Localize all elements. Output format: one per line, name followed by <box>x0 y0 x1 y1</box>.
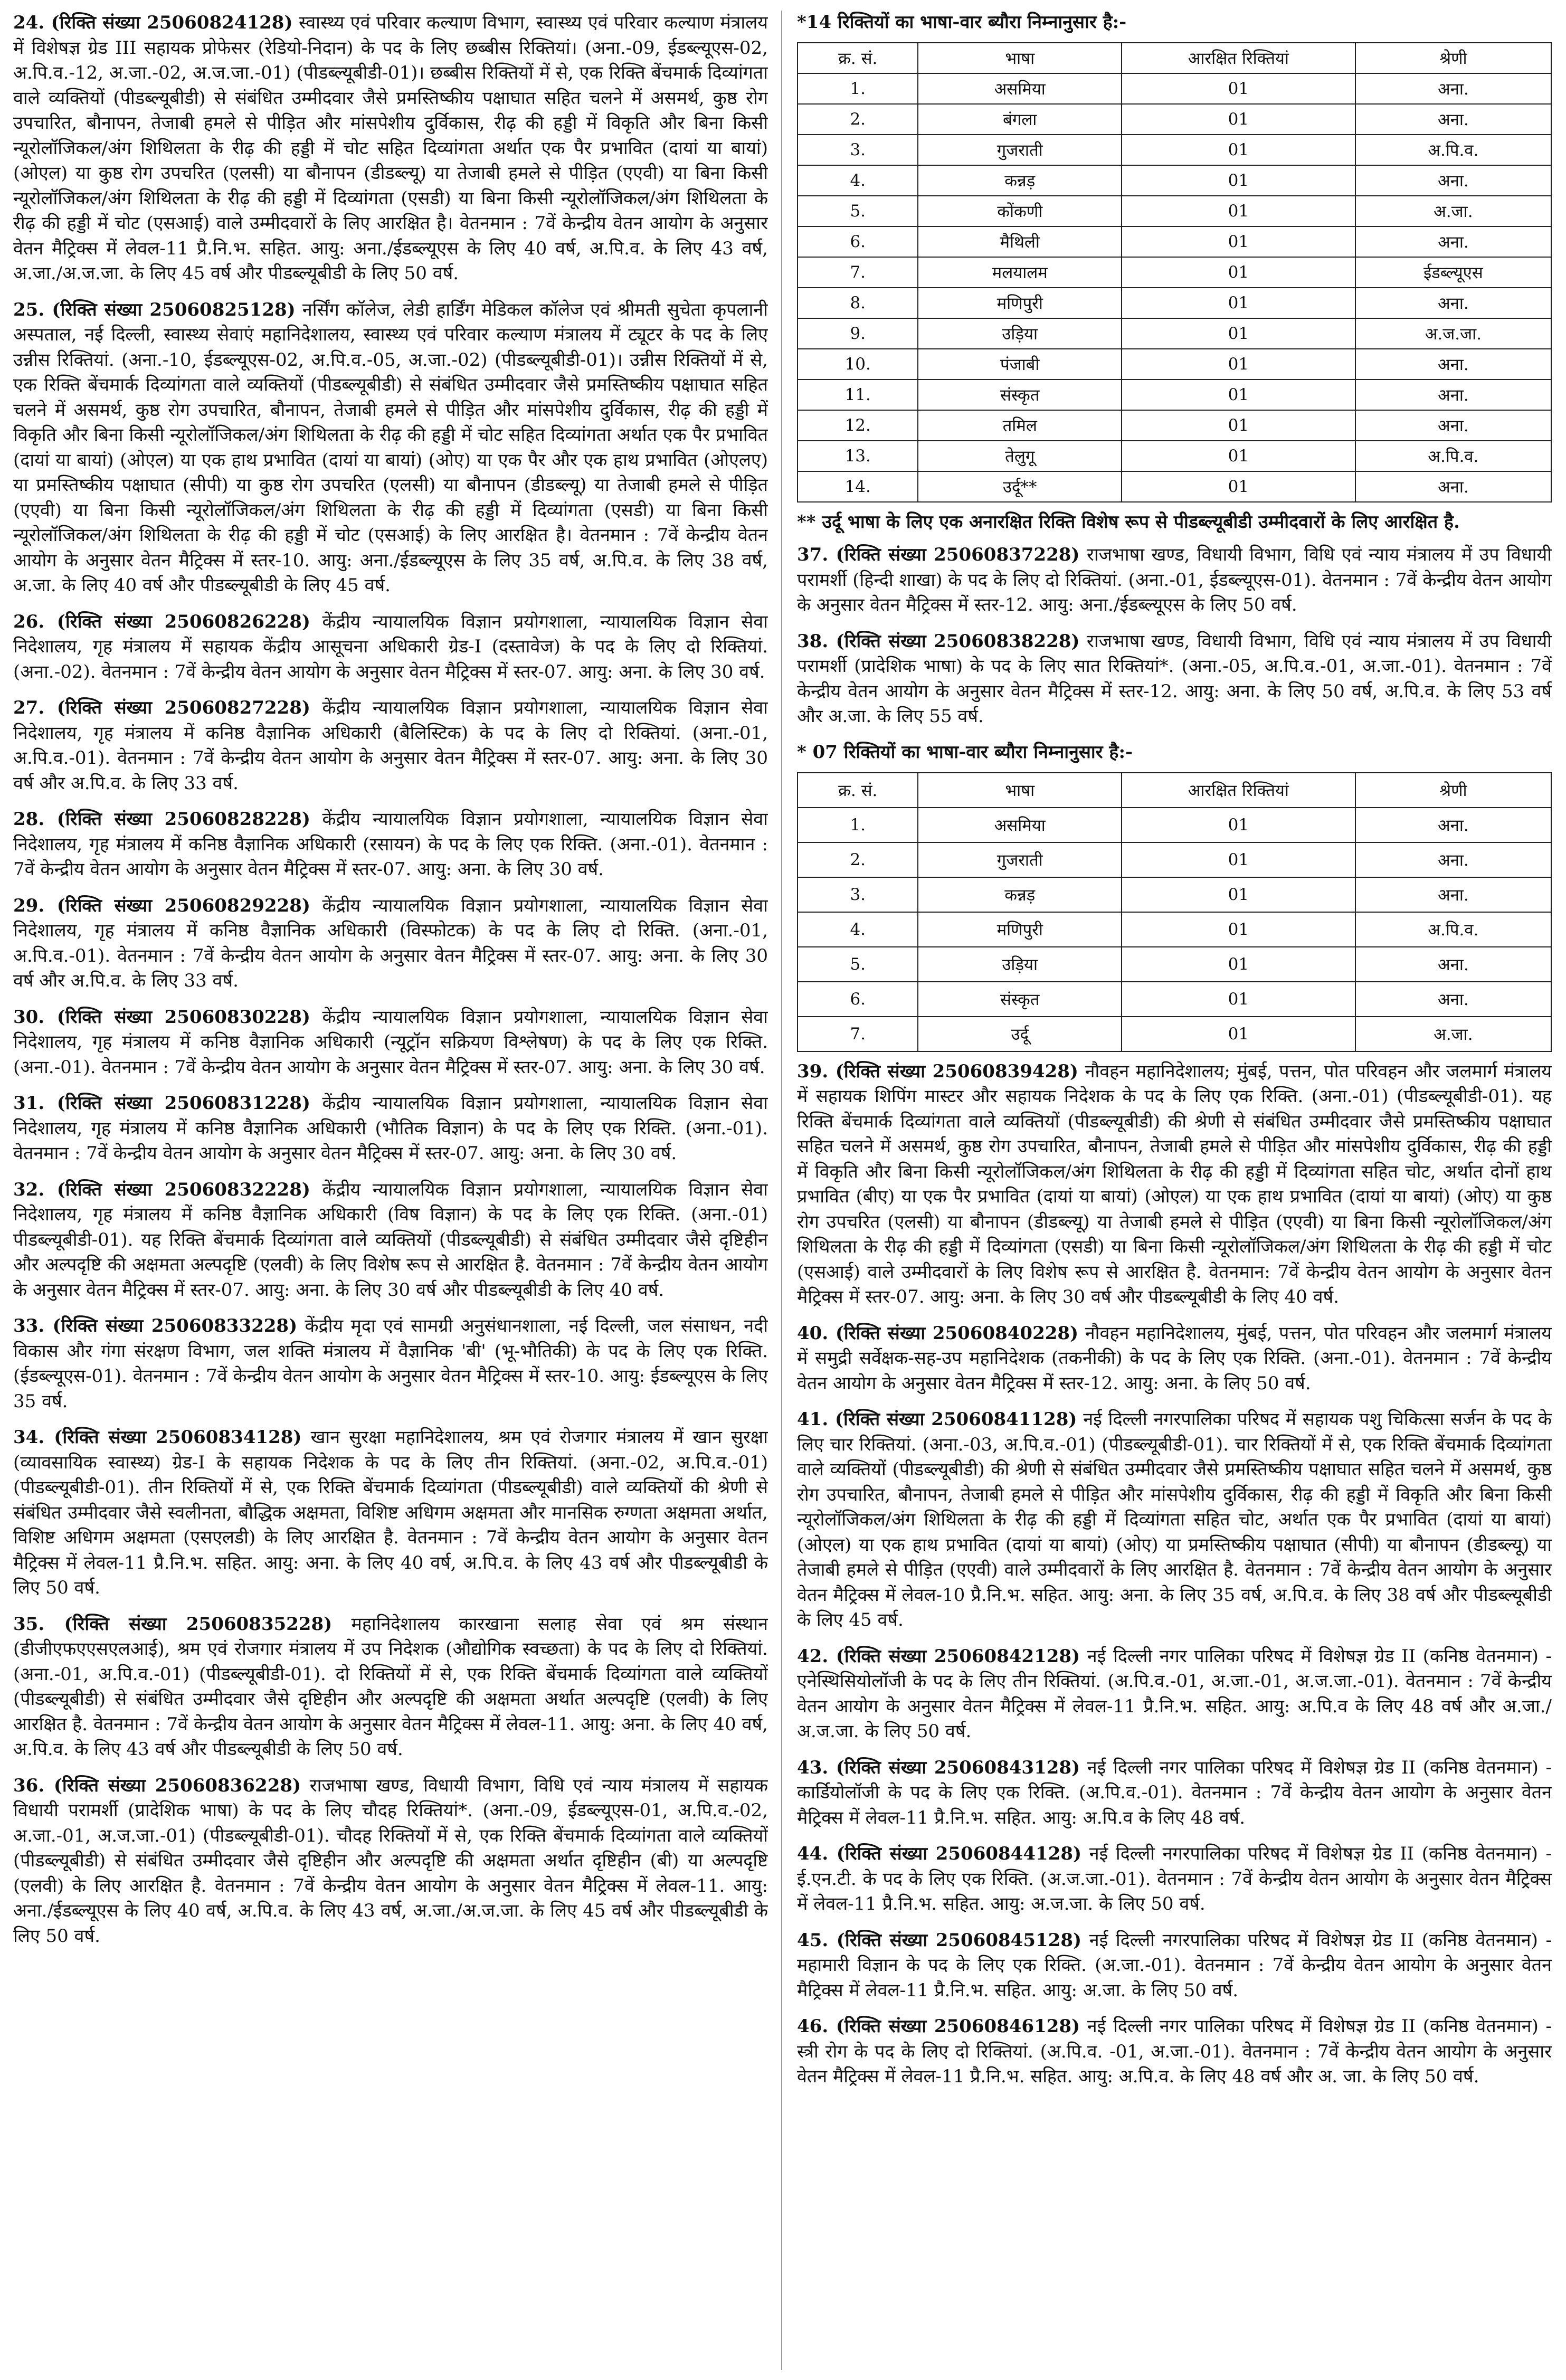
column-divider <box>781 11 782 2370</box>
header-category: श्रेणी <box>1355 43 1551 73</box>
cell-language: उड़िया <box>918 318 1122 349</box>
cell-category: अना. <box>1355 410 1551 441</box>
table-row <box>798 441 1551 471</box>
vacancy-number: 25. (रिक्ति संख्या 25060825128) <box>13 299 296 320</box>
table1-heading: *14 रिक्तियों का भाषा-वार ब्यौरा निम्नानुसार है:- <box>797 12 1127 33</box>
vacancy-number: 30. (रिक्ति संख्या 25060830228) <box>13 1006 310 1028</box>
vacancy-text: केंद्रीय न्यायालयिक विज्ञान प्रयोगशाला, न्यायालयिक विज्ञान सेवा निदेशालय, गृह मंत्रालय में कनिष्ठ वैज्ञानिक अधिकारी (विष विज्ञान) के पद के लिए एक रिक्ति. (अना.-01) पीडब्ल्यूबीडी-01). यह रिक्ति बेंचमार्क दिव्यांगता वाले व्यक्तियों (पीडब्ल्यूबीडी) से संबंधित उम्मीदवार जैसे दृष्टिहीन और अल्पदृष्टि की अक्षमता अल्पदृष्टि (एलवी) के लिए विशेष रूप से आरक्षित है. वेतनमान : 7वें केन्द्रीय वेतन आयोग के अनुसार वेतन मैट्रिक्स में स्तर-07. आयु: अना. के लिए 30 वर्ष और पीडब्ल्यूबीडी के लिए 40 वर्ष. <box>13 1179 768 1301</box>
vacancy-number: 39. (रिक्ति संख्या 25060839428) <box>797 1060 1078 1082</box>
cell-category: अना. <box>1355 842 1551 877</box>
cell-category: ईडब्ल्यूएस <box>1355 257 1551 288</box>
vacancy-text: नर्सिंग कॉलेज, लेडी हार्डिंग मेडिकल कॉलेज एवं श्रीमती सुचेता कृपलानी अस्पताल, नई दिल्ली, स्वास्थ्य सेवाएं महानिदेशालय, स्वास्थ्य एवं परिवार कल्याण मंत्रालय में ट्यूटर के पद के लिए उन्नीस रिक्तियां. (अना.-10, ईडब्ल्यूएस-02, अ.पि.व.-05, अ.जा.-02) (पीडब्ल्यूबीडी-01)। उन्नीस रिक्तियों में से, एक रिक्ति बेंचमार्क दिव्यांगता वाले व्यक्तियों (पीडब्ल्यूबीडी) से संबंधित उम्मीदवार जैसे प्रमस्तिष्कीय पक्षाघात सहित चलने में असमर्थ, कुष्ठ रोग उपचारित, बौनापन, तेजाबी हमले से पीड़ित और मांसपेशीय दुर्विकास, रीढ़ की हड्डी में विकृति और बिना किसी न्यूरोलॉजिकल/अंग शिथिलता के रीढ़ की हड्डी में चोट सहित दिव्यांगता अर्थात एक पैर प्रभावित (दायां या बायां) (ओएल) या एक हाथ प्रभावित (दायां या बायां) (ओए) या एक पैर और एक हाथ प्रभावित (ओएलए) या प्रमस्तिष्कीय पक्षाघात (सीपी) या कुष्ठ रोग उपचरित (एलसी) या बौनापन (डीडब्ल्यू) या तेजाबी हमले से पीड़ित (एएवी) या बिना किसी न्यूरोलॉजिकल/अंग शिथिलता के रीढ़ की हड्डी में दिव्यांगता (एसडी) या बिना किसी न्यूरोलॉजिकल/अंग शिथिलता के रीढ़ की हड्डी में चोट (एसआई) के लिए आरक्षित है। वेतनमान : 7वें केन्द्रीय वेतन आयोग के अनुसार वेतन मैट्रिक्स में स्तर-10. आयु: अना./ईडब्ल्यूएस के लिए 35 वर्ष, अ.पि.व. के लिए 38 वर्ष, अ.जा. के लिए 40 वर्ष और पीडब्ल्यूबीडी के लिए 45 वर्ष. <box>13 299 768 596</box>
cell-category: अना. <box>1355 808 1551 842</box>
cell-language: मणिपुरी <box>918 912 1122 947</box>
cell-category: अ.पि.व. <box>1355 135 1551 165</box>
cell-serial: 5. <box>798 196 918 226</box>
table-row <box>798 135 1551 165</box>
table-row <box>798 257 1551 288</box>
vacancy-number: 35. (रिक्ति संख्या 25060835228) <box>13 1613 333 1635</box>
vacancy-number: 33. (रिक्ति संख्या 25060833228) <box>13 1315 298 1336</box>
cell-category: अना. <box>1355 73 1551 104</box>
vacancy-paragraph <box>797 2014 1552 2090</box>
cell-language: पंजाबी <box>918 349 1122 380</box>
vacancy-number: 37. (रिक्ति संख्या 25060837228) <box>797 544 1080 565</box>
left-column <box>13 11 768 2370</box>
vacancy-text: नई दिल्ली नगरपालिका परिषद में विशेषज्ञ ग्रेड II (कनिष्ठ वेतनमान) - महामारी विज्ञान के पद के लिए एक रिक्ति. (अ.जा.-01). वेतनमान : 7वें केन्द्रीय वेतन आयोग के अनुसार वेतन मैट्रिक्स में लेवल-11 प्रै.नि.भ. सहित. आयु: अ.जा. के लिए 50 वर्ष. <box>797 1929 1552 2001</box>
cell-reserved: 01 <box>1122 947 1355 982</box>
table-row <box>798 842 1551 877</box>
cell-language: तमिल <box>918 410 1122 441</box>
cell-serial: 4. <box>798 165 918 196</box>
cell-serial: 6. <box>798 226 918 257</box>
table-row <box>798 410 1551 441</box>
cell-serial: 11. <box>798 380 918 410</box>
cell-reserved: 01 <box>1122 257 1355 288</box>
table-row <box>798 380 1551 410</box>
vacancy-paragraph <box>797 1321 1552 1397</box>
cell-reserved: 01 <box>1122 441 1355 471</box>
cell-language: तेलुगू <box>918 441 1122 471</box>
cell-reserved: 01 <box>1122 104 1355 135</box>
cell-language: असमिया <box>918 808 1122 842</box>
vacancy-text: स्वास्थ्य एवं परिवार कल्याण विभाग, स्वास्थ्य एवं परिवार कल्याण मंत्रालय में विशेषज्ञ ग्रेड III सहायक प्रोफेसर (रेडियो-निदान) के पद के लिए छब्बीस रिक्तियां। (अना.-09, ईडब्ल्यूएस-02, अ.पि.व.-12, अ.जा.-02, अ.ज.जा.-01) (पीडब्ल्यूबीडी-01)। छब्बीस रिक्तियों में से, एक रिक्ति बेंचमार्क दिव्यांगता वाले व्यक्तियों (पीडब्ल्यूबीडी) से संबंधित उम्मीदवार जैसे प्रमस्तिष्कीय पक्षाघात सहित चलने में असमर्थ, कुष्ठ रोग उपचारित, बौनापन, तेजाबी हमले से पीड़ित और मांसपेशीय दुर्विकास, रीढ़ की हड्डी में विकृति और बिना किसी न्यूरोलॉजिकल/अंग शिथिलता के रीढ़ की हड्डी में चोट सहित दिव्यांगता अर्थात एक पैर प्रभावित (दायां या बायां) (ओएल) या कुष्ठ रोग उपचरित (एलसी) या बौनापन (डीडब्ल्यू) या तेजाबी हमले से पीड़ित (एएवी) या बिना किसी न्यूरोलॉजिकल/अंग शिथिलता के रीढ़ की हड्डी में दिव्यांगता (एसडी) या बिना किसी न्यूरोलॉजिकल/अंग शिथिलता के रीढ़ की हड्डी में चोट (एसआई) वाले उम्मीदवारों के लिए आरक्षित है। वेतनमान : 7वें केन्द्रीय वेतन आयोग के अनुसार वेतन मैट्रिक्स में लेवल-11 प्रै.नि.भ. सहित. आयु: अना./ईडब्ल्यूएस के लिए 40 वर्ष, अ.पि.व. के लिए 43 वर्ष, अ.जा./अ.ज.जा. के लिए 45 वर्ष और पीडब्ल्यूबीडी के लिए 50 वर्ष. <box>13 12 768 284</box>
right-column <box>797 11 1552 2370</box>
vacancy-paragraph <box>797 1756 1552 1831</box>
table-row <box>798 877 1551 912</box>
vacancy-text: महानिदेशालय कारखाना सलाह सेवा एवं श्रम संस्थान (डीजीएफएएसएलआई), श्रम एवं रोजगार मंत्रालय में उप निदेशक (औद्योगिक स्वच्छता) के पद के लिए दो रिक्तियां. (अना.-01, अ.पि.व.-01) (पीडब्ल्यूबीडी-01). दो रिक्तियों में से, एक रिक्ति बेंचमार्क दिव्यांगता वाले व्यक्तियों (पीडब्ल्यूबीडी) से संबंधित उम्मीदवार जैसे दृष्टिहीन और अल्पदृष्टि की अक्षमता अर्थात अल्पदृष्टि (एलवी) के लिए आरक्षित है. वेतनमान : 7वें केन्द्रीय वेतन आयोग के अनुसार वेतन मैट्रिक्स में लेवल-11. आयु: अना. के लिए 40 वर्ष, अ.पि.व. के लिए 43 वर्ष और पीडब्ल्यूबीडी के लिए 50 वर्ष. <box>13 1613 768 1760</box>
cell-serial: 3. <box>798 135 918 165</box>
vacancy-text: नौवहन महानिदेशालय; मुंबई, पत्तन, पोत परिवहन और जलमार्ग मंत्रालय में सहायक शिपिंग मास्टर और सहायक निदेशक के पद के लिए एक रिक्ति. (अना.-01) (पीडब्ल्यूबीडी-01). यह रिक्ति बेंचमार्क दिव्यांगता वाले व्यक्तियों (पीडब्ल्यूबीडी) की श्रेणी से संबंधित उम्मीदवार जैसे प्रमस्तिष्कीय पक्षाघात सहित चलने में असमर्थ, कुष्ठ रोग उपचारित, बौनापन, तेजाबी हमले से पीड़ित और मांसपेशीय दुर्विकास, रीढ़ की हड्डी में विकृति और बिना किसी न्यूरोलॉजिकल/अंग शिथिलता के रीढ़ की हड्डी में दिव्यांगता सहित चोट, अर्थात दोनों हाथ प्रभावित (बीए) या एक पैर प्रभावित (दायां या बायां) (ओएल) या एक हाथ प्रभावित (दायां या बायां) (ओए) या कुष्ठ रोग उपचरित (एलसी) या बौनापन (डीडब्ल्यू) या तेजाबी हमले से पीड़ित (एएवी) या बिना किसी न्यूरोलॉजिकल/अंग शिथिलता के रीढ़ की हड्डी में दिव्यांगता (एसडी) या बिना किसी न्यूरोलॉजिकल/अंग शिथिलता के रीढ़ की हड्डी में चोट (एसआई) वाले उम्मीदवारों के लिए विशेष रूप से आरक्षित है. वेतनमान: 7वें केन्द्रीय वेतन आयोग के अनुसार वेतन मैट्रिक्स में स्तर-07. आयु: अना. के लिए 30 वर्ष और पीडब्ल्यूबीडी के लिए 40 वर्ष. <box>797 1060 1552 1307</box>
vacancy-text: नई दिल्ली नगर पालिका परिषद में विशेषज्ञ ग्रेड II (कनिष्ठ वेतनमान) - स्त्री रोग के पद के लिए दो रिक्तियां. (अ.पि.व. -01, अ.जा.-01). वेतनमान : 7वें केन्द्रीय वेतन आयोग के अनुसार वेतन मैट्रिक्स में लेवल-11 प्रै.नि.भ. सहित. आयु: अ.पि.व. के लिए 48 वर्ष और अ. जा. के लिए 50 वर्ष. <box>797 2016 1552 2087</box>
vacancy-paragraph <box>797 1644 1552 1744</box>
vacancy-number: 31. (रिक्ति संख्या 25060831228) <box>13 1093 310 1114</box>
cell-category: अ.जा. <box>1355 196 1551 226</box>
table-row <box>798 947 1551 982</box>
cell-category: अना. <box>1355 947 1551 982</box>
cell-reserved: 01 <box>1122 982 1355 1017</box>
table-row <box>798 982 1551 1017</box>
cell-reserved: 01 <box>1122 471 1355 502</box>
cell-serial: 14. <box>798 471 918 502</box>
vacancy-text: केंद्रीय मृदा एवं सामग्री अनुसंधानशाला, नई दिल्ली, जल संसाधन, नदी विकास और गंगा संरक्षण विभाग, जल शक्ति मंत्रालय में वैज्ञानिक 'बी' (भू-भौतिकी) के पद के लिए एक रिक्ति. (ईडब्ल्यूएस-01). वेतनमान : 7वें केन्द्रीय वेतन आयोग के अनुसार वेतन मैट्रिक्स में स्तर-10. आयु: ईडब्ल्यूएस के लिए 35 वर्ष. <box>13 1315 768 1412</box>
cell-reserved: 01 <box>1122 165 1355 196</box>
vacancy-number: 45. (रिक्ति संख्या 25060845128) <box>797 1929 1082 1951</box>
cell-serial: 6. <box>798 982 918 1017</box>
vacancy-text: राजभाषा खण्ड, विधायी विभाग, विधि एवं न्याय मंत्रालय में सहायक विधायी परामर्शी (प्रादेशिक भाषा) के पद के लिए चौदह रिक्तियां*. (अना.-09, ईडब्ल्यूएस-01, अ.पि.व.-02, अ.जा.-01, अ.ज.जा.-01) (पीडब्ल्यूबीडी-01). चौदह रिक्तियों में से, एक रिक्ति बेंचमार्क दिव्यांगता वाले व्यक्तियों (पीडब्ल्यूबीडी) से संबंधित उम्मीदवार जैसे दृष्टिहीन और अल्पदृष्टि की अक्षमता अर्थात दृष्टिहीन (बी) या अल्पदृष्टि (एलवी) के लिए आरक्षित है. वेतनमान : 7वें केन्द्रीय वेतन आयोग के अनुसार वेतन मैट्रिक्स में लेवल-11. आयु: अना./ईडब्ल्यूएस के लिए 40 वर्ष, अ.पि.व. के लिए 43 वर्ष, अ.जा./अ.ज.जा. के लिए 45 वर्ष और पीडब्ल्यूबीडी के लिए 50 वर्ष. <box>13 1775 768 1947</box>
cell-reserved: 01 <box>1122 877 1355 912</box>
table-row <box>798 104 1551 135</box>
vacancy-paragraph <box>13 807 768 883</box>
cell-category: अना. <box>1355 380 1551 410</box>
cell-language: उर्दू** <box>918 471 1122 502</box>
header-serial: क्र. सं. <box>798 43 918 73</box>
table-row <box>798 196 1551 226</box>
cell-serial: 12. <box>798 410 918 441</box>
cell-category: अ.पि.व. <box>1355 912 1551 947</box>
language-table-14 <box>797 42 1552 502</box>
cell-serial: 13. <box>798 441 918 471</box>
vacancy-text: केंद्रीय न्यायालयिक विज्ञान प्रयोगशाला, न्यायालयिक विज्ञान सेवा निदेशालय, गृह मंत्रालय में कनिष्ठ वैज्ञानिक अधिकारी (विस्फोटक) के पद के लिए दो रिक्ति. (अना.-01, अ.पि.व.-01). वेतनमान : 7वें केन्द्रीय वेतन आयोग के अनुसार वेतन मैट्रिक्स में स्तर-07. आयु: अना. के लिए 30 वर्ष और अ.पि.व. के लिए 33 वर्ष. <box>13 895 768 991</box>
table-row <box>798 912 1551 947</box>
vacancy-text: नई दिल्ली नगरपालिका परिषद में सहायक पशु चिकित्सा सर्जन के पद के लिए चार रिक्तियां. (अना.-03, अ.पि.व.-01) (पीडब्ल्यूबीडी-01). चार रिक्तियों में से, एक रिक्ति बेंचमार्क दिव्यांगता वाले व्यक्तियों (पीडब्ल्यूबीडी) की श्रेणी से संबंधित उम्मीदवार जैसे प्रमस्तिष्कीय पक्षाघात सहित चलने में असमर्थ, कुष्ठ रोग उपचारित, बौनापन, तेजाबी हमले से पीड़ित और मांसपेशीय दुर्विकास, रीढ़ की हड्डी में विकृति और बिना किसी न्यूरोलॉजिकल/अंग शिथिलता के रीढ़ की हड्डी में दिव्यांगता सहित चोट, अर्थात एक पैर प्रभावित (दायां या बायां) (ओएल) या एक हाथ प्रभावित (दायां या बायां) (ओए) या प्रमस्तिष्कीय पक्षाघात (सीपी) या बौनापन (डीडब्ल्यू) या तेजाबी हमले से पीड़ित (एएवी) वाले उम्मीदवारों के लिए आरक्षित है. वेतनमान : 7वें केन्द्रीय वेतन आयोग के अनुसार वेतन मैट्रिक्स में लेवल-10 प्रै.नि.भ. सहित. आयु: अना. के लिए 35 वर्ष, अ.पि.व. के लिए 38 वर्ष और पीडब्ल्यूबीडी के लिए 45 वर्ष. <box>797 1409 1552 1630</box>
vacancy-number: 29. (रिक्ति संख्या 25060829228) <box>13 895 310 916</box>
vacancy-text: राजभाषा खण्ड, विधायी विभाग, विधि एवं न्याय मंत्रालय में उप विधायी परामर्शी (हिन्दी शाखा) के पद के लिए दो रिक्तियां. (अना.-01, ईडब्ल्यूएस-01). वेतनमान : 7वें केन्द्रीय वेतन आयोग के अनुसार वेतन मैट्रिक्स में स्तर-12. आयु: अना./ईडब्ल्यूएस के लिए 50 वर्ष. <box>797 544 1552 615</box>
vacancy-text: केंद्रीय न्यायालयिक विज्ञान प्रयोगशाला, न्यायालयिक विज्ञान सेवा निदेशालय, गृह मंत्रालय में कनिष्ठ वैज्ञानिक अधिकारी (न्यूट्रॉन सक्रियण विश्लेषण) के पद के लिए एक रिक्ति. (अना.-01). वेतनमान : 7वें केन्द्रीय वेतन आयोग के अनुसार वेतन मैट्रिक्स में स्तर-07. आयु: अना. के लिए 30 वर्ष. <box>13 1006 768 1078</box>
cell-reserved: 01 <box>1122 380 1355 410</box>
cell-category: अना. <box>1355 288 1551 318</box>
vacancy-paragraph <box>797 1928 1552 2004</box>
cell-serial: 4. <box>798 912 918 947</box>
vacancy-text: नौवहन महानिदेशालय, मुंबई, पत्तन, पोत परिवहन और जलमार्ग मंत्रालय में समुद्री सर्वेक्षक-सह-उप महानिदेशक (तकनीकी) के पद के लिए एक रिक्ति. (अना.-01). वेतनमान : 7वें केन्द्रीय वेतन आयोग के अनुसार वेतन मैट्रिक्स में स्तर-12. आयु: अना. के लिए 50 वर्ष. <box>797 1322 1552 1394</box>
vacancy-text: नई दिल्ली नगर पालिका परिषद में विशेषज्ञ ग्रेड II (कनिष्ठ वेतनमान) - कार्डियोलॉजी के पद के लिए एक रिक्ति. (अ.पि.व.-01). वेतनमान : 7वें केन्द्रीय वेतन आयोग के अनुसार वेतन मैट्रिक्स में लेवल-11 प्रै.नि.भ. सहित. आयु: अ.पि.व के लिए 48 वर्ष. <box>797 1757 1552 1828</box>
cell-language: संस्कृत <box>918 982 1122 1017</box>
cell-serial: 1. <box>798 808 918 842</box>
cell-category: अना. <box>1355 226 1551 257</box>
vacancy-text: नई दिल्ली नगरपालिका परिषद में विशेषज्ञ ग्रेड II (कनिष्ठ वेतनमान) - ई.एन.टी. के पद के लिए एक रिक्ति. (अ.ज.जा.-01). वेतनमान : 7वें केन्द्रीय वेतन आयोग के अनुसार वेतन मैट्रिक्स में लेवल-11 प्रै.नि.भ. सहित. आयु: अ.ज.जा. के लिए 50 वर्ष. <box>797 1843 1552 1914</box>
vacancy-paragraph <box>13 610 768 685</box>
cell-reserved: 01 <box>1122 196 1355 226</box>
cell-serial: 2. <box>798 842 918 877</box>
vacancy-number: 44. (रिक्ति संख्या 25060844128) <box>797 1843 1082 1864</box>
cell-category: अना. <box>1355 471 1551 502</box>
cell-reserved: 01 <box>1122 318 1355 349</box>
vacancy-number: 38. (रिक्ति संख्या 25060838228) <box>797 630 1080 652</box>
vacancy-paragraph <box>13 1774 768 1949</box>
vacancy-paragraph <box>13 1612 768 1762</box>
cell-language: संस्कृत <box>918 380 1122 410</box>
vacancy-number: 36. (रिक्ति संख्या 25060836228) <box>13 1775 301 1796</box>
cell-serial: 7. <box>798 257 918 288</box>
vacancy-paragraph <box>13 298 768 599</box>
header-serial: क्र. सं. <box>798 773 918 808</box>
vacancy-paragraph <box>13 11 768 287</box>
cell-reserved: 01 <box>1122 73 1355 104</box>
cell-reserved: 01 <box>1122 288 1355 318</box>
cell-language: बंगला <box>918 104 1122 135</box>
vacancy-paragraph <box>13 1425 768 1601</box>
cell-language: मैथिली <box>918 226 1122 257</box>
table-row <box>798 808 1551 842</box>
vacancy-paragraph <box>13 1091 768 1167</box>
header-category: श्रेणी <box>1355 773 1551 808</box>
vacancy-number: 28. (रिक्ति संख्या 25060828228) <box>13 809 310 830</box>
cell-reserved: 01 <box>1122 842 1355 877</box>
table-row <box>798 165 1551 196</box>
vacancy-number: 46. (रिक्ति संख्या 25060846128) <box>797 2016 1080 2037</box>
cell-category: अना. <box>1355 349 1551 380</box>
header-language: भाषा <box>918 773 1122 808</box>
table-row <box>798 226 1551 257</box>
cell-serial: 9. <box>798 318 918 349</box>
table-row <box>798 349 1551 380</box>
cell-reserved: 01 <box>1122 1017 1355 1051</box>
cell-serial: 1. <box>798 73 918 104</box>
cell-language: गुजराती <box>918 842 1122 877</box>
vacancy-text: केंद्रीय न्यायालयिक विज्ञान प्रयोगशाला, न्यायालयिक विज्ञान सेवा निदेशालय, गृह मंत्रालय में कनिष्ठ वैज्ञानिक अधिकारी (बैलिस्टिक) के पद के लिए दो रिक्तियां. (अना.-01, अ.पि.व.-01). वेतनमान : 7वें केन्द्रीय वेतन आयोग के अनुसार वेतन मैट्रिक्स में स्तर-07. आयु: अना. के लिए 30 वर्ष और अ.पि.व. के लिए 33 वर्ष. <box>13 697 768 794</box>
vacancy-paragraph <box>797 543 1552 618</box>
vacancy-number: 34. (रिक्ति संख्या 25060834128) <box>13 1427 302 1448</box>
vacancy-number: 24. (रिक्ति संख्या 25060824128) <box>13 12 293 33</box>
vacancy-paragraph <box>13 1005 768 1080</box>
cell-serial: 2. <box>798 104 918 135</box>
table-row <box>798 318 1551 349</box>
cell-serial: 10. <box>798 349 918 380</box>
cell-language: कन्नड़ <box>918 165 1122 196</box>
table2-heading: * 07 रिक्तियों का भाषा-वार ब्यौरा निम्नानुसार है:- <box>797 741 1133 763</box>
table-row <box>798 288 1551 318</box>
vacancy-paragraph <box>13 1178 768 1303</box>
vacancy-number: 40. (रिक्ति संख्या 25060840228) <box>797 1322 1079 1344</box>
table-row <box>798 471 1551 502</box>
cell-reserved: 01 <box>1122 349 1355 380</box>
header-language: भाषा <box>918 43 1122 73</box>
cell-category: अना. <box>1355 877 1551 912</box>
cell-serial: 8. <box>798 288 918 318</box>
table-row <box>798 73 1551 104</box>
cell-reserved: 01 <box>1122 912 1355 947</box>
cell-language: उड़िया <box>918 947 1122 982</box>
vacancy-text: नई दिल्ली नगर पालिका परिषद में विशेषज्ञ ग्रेड II (कनिष्ठ वेतनमान) - एनेस्थिसियोलॉजी के पद के लिए तीन रिक्तियां. (अ.पि.व.-01, अ.जा.-01, अ.ज.जा.-01). वेतनमान : 7वें केन्द्रीय वेतन आयोग के अनुसार वेतन मैट्रिक्स में लेवल-11 प्रै.नि.भ. सहित. आयु: अ.पि.व के लिए 48 वर्ष और अ.जा./अ.ज.जा. के लिए 50 वर्ष. <box>797 1645 1552 1742</box>
vacancy-paragraph <box>797 1059 1552 1310</box>
cell-serial: 3. <box>798 877 918 912</box>
cell-language: असमिया <box>918 73 1122 104</box>
language-table-07 <box>797 772 1552 1052</box>
cell-category: अना. <box>1355 982 1551 1017</box>
vacancy-paragraph <box>13 1314 768 1414</box>
cell-category: अ.ज.जा. <box>1355 318 1551 349</box>
header-reserved: आरक्षित रिक्तियां <box>1122 43 1355 73</box>
cell-language: मलयालम <box>918 257 1122 288</box>
vacancy-text: राजभाषा खण्ड, विधायी विभाग, विधि एवं न्याय मंत्रालय में उप विधायी परामर्शी (प्रादेशिक भाषा) के पद के लिए सात रिक्तियां*. (अना.-05, अ.पि.व.-01, अ.जा.-01). वेतनमान : 7वें केन्द्रीय वेतन आयोग के अनुसार वेतन मैट्रिक्स में स्तर-12. आयु: अना. के लिए 50 वर्ष, अ.पि.व. के लिए 53 वर्ष और अ.जा. के लिए 55 वर्ष. <box>797 630 1552 727</box>
vacancy-number: 41. (रिक्ति संख्या 25060841128) <box>797 1409 1077 1430</box>
vacancy-paragraph <box>13 696 768 796</box>
cell-language: कन्नड़ <box>918 877 1122 912</box>
cell-serial: 5. <box>798 947 918 982</box>
vacancy-text: केंद्रीय न्यायालयिक विज्ञान प्रयोगशाला, न्यायालयिक विज्ञान सेवा निदेशालय, गृह मंत्रालय में कनिष्ठ वैज्ञानिक अधिकारी (भौतिक विज्ञान) के पद के लिए एक रिक्ति. (अना.-01). वेतनमान : 7वें केन्द्रीय वेतन आयोग के अनुसार वेतन मैट्रिक्स में स्तर-07. आयु: अना. के लिए 30 वर्ष. <box>13 1093 768 1164</box>
cell-reserved: 01 <box>1122 135 1355 165</box>
header-reserved: आरक्षित रिक्तियां <box>1122 773 1355 808</box>
table1-note: ** उर्दू भाषा के लिए एक अनारक्षित रिक्ति विशेष रूप से पीडब्ल्यूबीडी उम्मीदवारों के लिए आरक्षित है. <box>797 511 1460 533</box>
vacancy-paragraph <box>797 1842 1552 1917</box>
cell-language: उर्दू <box>918 1017 1122 1051</box>
cell-category: अना. <box>1355 104 1551 135</box>
vacancy-number: 42. (रिक्ति संख्या 25060842128) <box>797 1645 1080 1667</box>
vacancy-number: 27. (रिक्ति संख्या 25060827228) <box>13 697 310 718</box>
cell-reserved: 01 <box>1122 410 1355 441</box>
vacancy-number: 43. (रिक्ति संख्या 25060843128) <box>797 1757 1080 1778</box>
cell-category: अ.जा. <box>1355 1017 1551 1051</box>
cell-language: मणिपुरी <box>918 288 1122 318</box>
cell-language: कोंकणी <box>918 196 1122 226</box>
cell-category: अना. <box>1355 165 1551 196</box>
table-header-row <box>798 43 1551 73</box>
vacancy-text: खान सुरक्षा महानिदेशालय, श्रम एवं रोजगार मंत्रालय में खान सुरक्षा (व्यावसायिक स्वास्थ्य) ग्रेड-I के सहायक निदेशक के पद के लिए तीन रिक्तियां. (अना.-02, अ.पि.व.-01) (पीडब्ल्यूबीडी-01). तीन रिक्तियों में से, एक रिक्ति बेंचमार्क दिव्यांगता (पीडब्ल्यूबीडी) वाले व्यक्तियों की श्रेणी से संबंधित उम्मीदवार जैसे स्वलीनता, बौद्धिक अक्षमता, विशिष्ट अधिगम अक्षमता और मानसिक रुग्णता अक्षमता अर्थात, विशिष्ट अधिगम अक्षमता (एसएलडी) के लिए आरक्षित है. वेतनमान : 7वें केन्द्रीय वेतन आयोग के अनुसार वेतन मैट्रिक्स में लेवल-11 प्रै.नि.भ. सहित. आयु: अना. के लिए 40 वर्ष, अ.पि.व. के लिए 43 वर्ष और पीडब्ल्यूबीडी के लिए 50 वर्ष. <box>13 1427 768 1598</box>
table-row <box>798 1017 1551 1051</box>
vacancy-text: केंद्रीय न्यायालयिक विज्ञान प्रयोगशाला, न्यायालयिक विज्ञान सेवा निदेशालय, गृह मंत्रालय में कनिष्ठ वैज्ञानिक अधिकारी (रसायन) के पद के लिए एक रिक्ति. (अना.-01). वेतनमान : 7वें केन्द्रीय वेतन आयोग के अनुसार वेतन मैट्रिक्स में स्तर-07. आयु: अना. के लिए 30 वर्ष. <box>13 809 768 880</box>
cell-reserved: 01 <box>1122 226 1355 257</box>
table-header-row <box>798 773 1551 808</box>
cell-serial: 7. <box>798 1017 918 1051</box>
vacancy-paragraph <box>797 629 1552 729</box>
vacancy-text: केंद्रीय न्यायालयिक विज्ञान प्रयोगशाला, न्यायालयिक विज्ञान सेवा निदेशालय, गृह मंत्रालय में सहायक केंद्रीय आसूचना अधिकारी ग्रेड-I (दस्तावेज) के पद के लिए दो रिक्तियां. (अना.-02). वेतनमान : 7वें केन्द्रीय वेतन आयोग के अनुसार वेतन मैट्रिक्स में स्तर-07. आयु: अना. के लिए 30 वर्ष. <box>13 611 768 682</box>
cell-language: गुजराती <box>918 135 1122 165</box>
cell-category: अ.पि.व. <box>1355 441 1551 471</box>
vacancy-paragraph <box>797 1407 1552 1633</box>
vacancy-number: 32. (रिक्ति संख्या 25060832228) <box>13 1179 310 1200</box>
cell-reserved: 01 <box>1122 808 1355 842</box>
vacancy-number: 26. (रिक्ति संख्या 25060826228) <box>13 611 310 632</box>
vacancy-paragraph <box>13 894 768 994</box>
